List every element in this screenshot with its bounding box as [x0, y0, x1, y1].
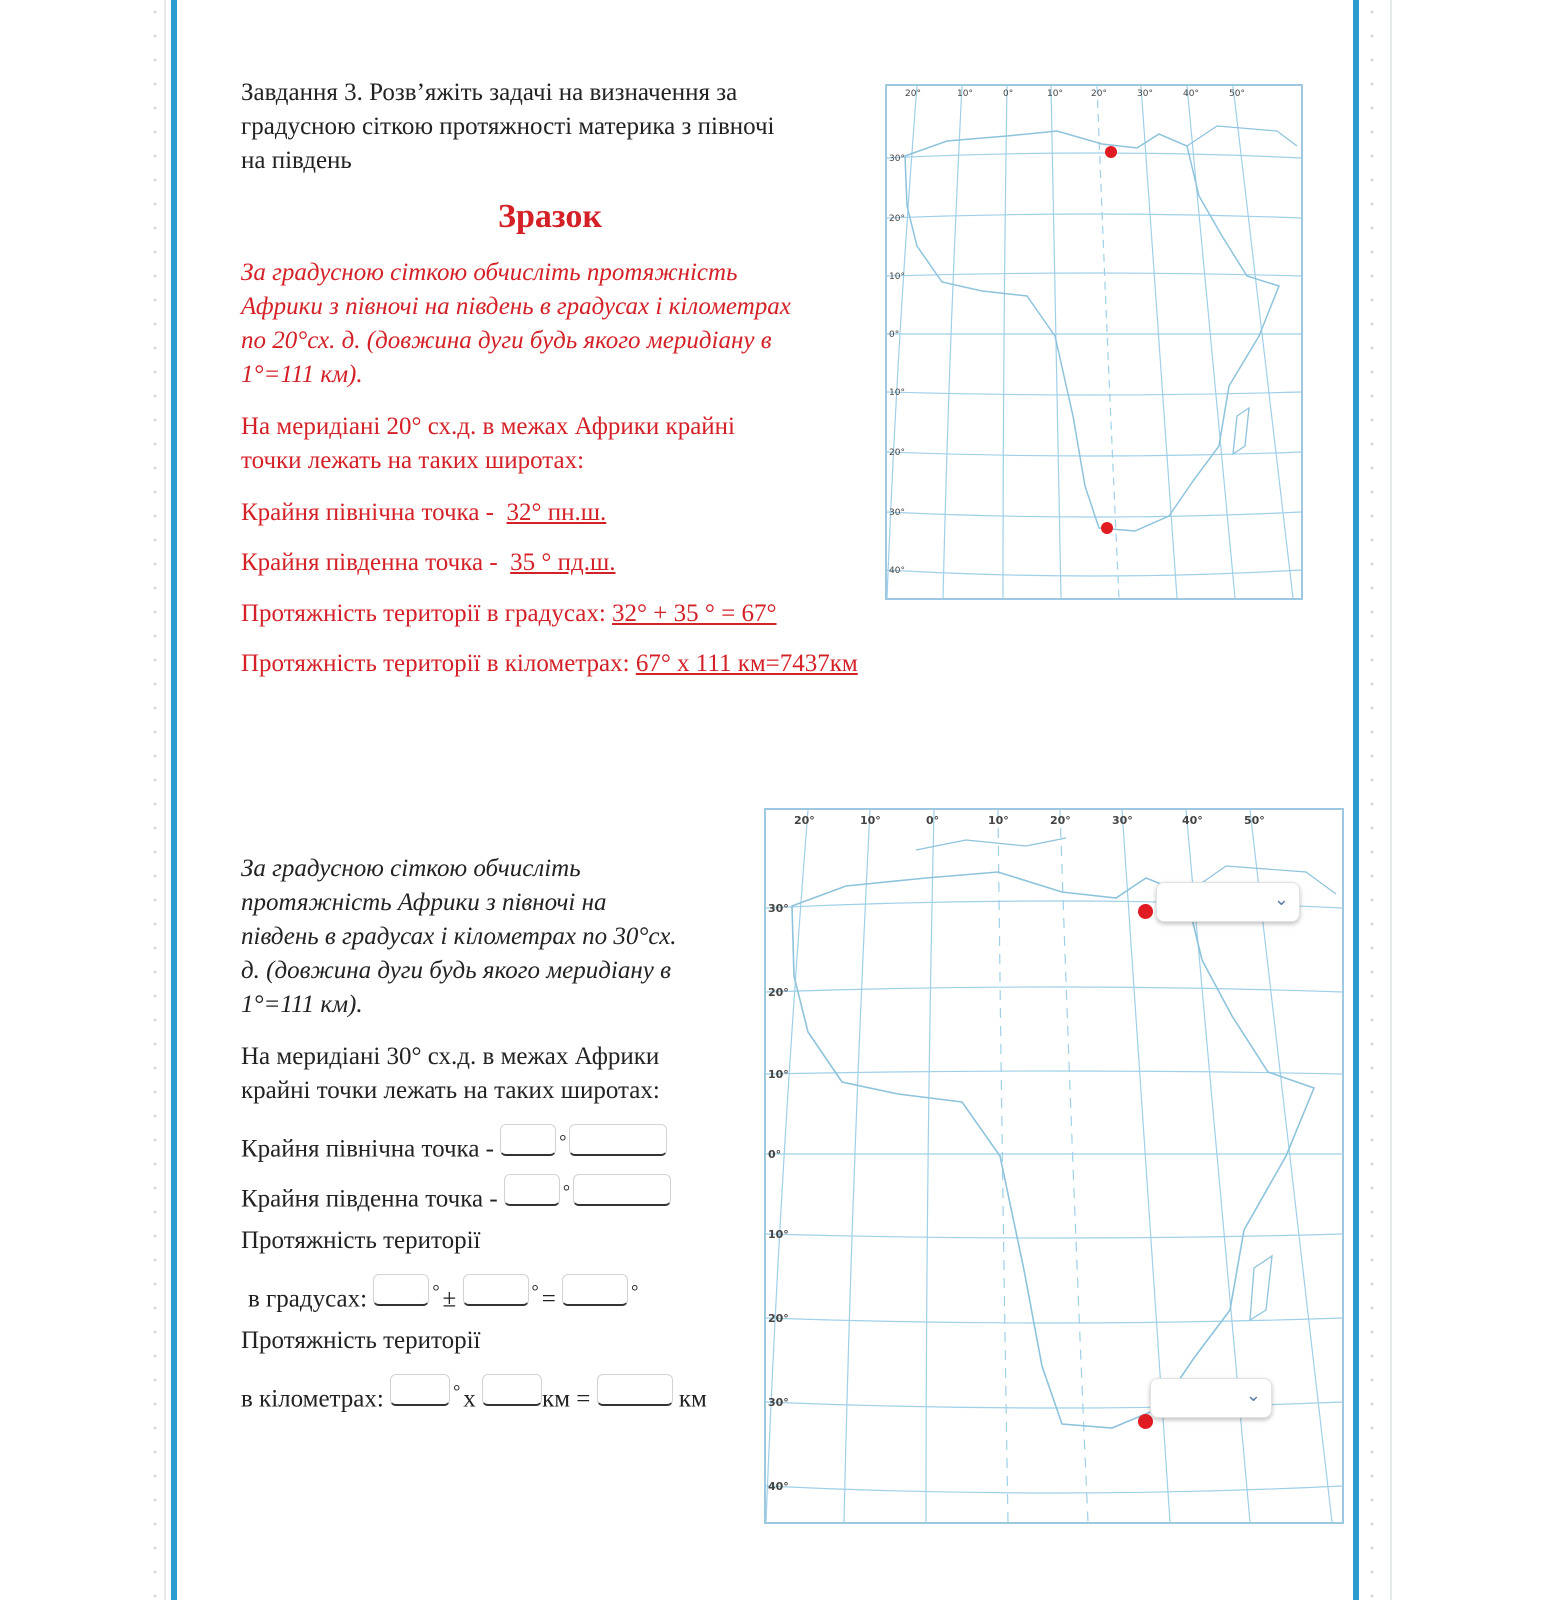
exercise-km-row — [241, 1374, 707, 1416]
degree-sign: ° — [453, 1381, 461, 1401]
exercise-question-line-2: протяжність Африки з півночі на — [241, 889, 607, 916]
degrees-total-input[interactable] — [562, 1274, 628, 1306]
lon-label: 30° — [1137, 89, 1153, 99]
sample-south-row — [241, 546, 616, 580]
exercise-africa-map — [764, 808, 1344, 1524]
sample-south-value: 35 ° пд.ш. — [510, 549, 616, 576]
lon-label: 10° — [988, 814, 1009, 827]
sample-south-label: Крайня південна точка - — [241, 549, 498, 576]
exercise-north-point-marker — [1138, 904, 1153, 919]
degree-sign: ° — [631, 1281, 639, 1301]
sample-map-lat-labels — [889, 154, 905, 576]
sample-km-value: 67° х 111 км=7437км — [635, 650, 858, 677]
lon-label: 10° — [1047, 89, 1063, 99]
km-equals: км = — [542, 1385, 591, 1413]
task-heading-line-2: градусною сіткою протяжності материка з півночі — [241, 113, 775, 140]
sample-question-line-2: Африки з півночі на південь в градусах і кілометрах — [241, 293, 791, 320]
km-total-input[interactable] — [597, 1374, 673, 1406]
south-degrees-input[interactable] — [504, 1174, 560, 1206]
exercise-extent-heading-1: Протяжність території — [241, 1227, 481, 1254]
exercise-intro-line-1: На меридіані 30° сх.д. в межах Африки — [241, 1043, 660, 1070]
south-hemisphere-input[interactable] — [573, 1174, 671, 1206]
lon-label: 20° — [1050, 814, 1071, 827]
lat-label: 20° — [768, 986, 789, 999]
chevron-down-icon: ⌄ — [1273, 889, 1289, 910]
sample-question-line-4: 1°=111 км). — [241, 361, 363, 388]
left-page-edge — [164, 0, 166, 1600]
sample-north-label: Крайня північна точка - — [241, 499, 494, 526]
exercise-question-line-3: південь в градусах і кілометрах по 30°сх. — [241, 923, 677, 950]
lat-label: 40° — [889, 566, 905, 576]
degrees-term-2-input[interactable] — [463, 1274, 529, 1306]
lon-label: 50° — [1244, 814, 1265, 827]
lat-label: 40° — [768, 1480, 789, 1493]
sample-map-graphic — [887, 86, 1301, 598]
north-latitude-dropdown[interactable] — [1156, 882, 1300, 922]
lat-label: 0° — [768, 1148, 782, 1161]
right-dot-margin — [1365, 0, 1379, 1600]
south-latitude-dropdown[interactable] — [1150, 1378, 1272, 1418]
sample-intro-line-2: точки лежать на таких широтах: — [241, 447, 585, 474]
exercise-north-label: Крайня північна точка - — [241, 1135, 494, 1163]
lat-label: 20° — [889, 214, 905, 224]
sample-km-row — [241, 647, 858, 681]
lon-label: 10° — [957, 89, 973, 99]
exercise-north-row — [241, 1124, 667, 1166]
lat-label: 0° — [889, 330, 900, 340]
sample-km-label: Протяжність території в кілометрах: — [241, 650, 630, 677]
degree-sign: ° — [562, 1181, 571, 1201]
task-heading-line-1: Завдання 3. Розв’яжіть задачі на визначення за — [241, 79, 738, 106]
left-dot-margin — [148, 0, 162, 1600]
sample-title: Зразок — [498, 198, 602, 235]
lat-label: 10° — [889, 272, 905, 282]
equals-sign: = — [541, 1285, 556, 1313]
times-sign: х — [463, 1385, 476, 1413]
north-hemisphere-input[interactable] — [569, 1124, 667, 1156]
exercise-intro-line-2: крайні точки лежать на таких широтах: — [241, 1077, 660, 1104]
exercise-south-point-marker — [1138, 1414, 1153, 1429]
lat-label: 20° — [889, 448, 905, 458]
exercise-question-line-1: За градусною сіткою обчисліть — [241, 855, 581, 882]
lon-label: 0° — [926, 814, 940, 827]
right-blue-frame — [1353, 0, 1359, 1600]
km-degrees-input[interactable] — [390, 1374, 450, 1406]
lat-label: 20° — [768, 1312, 789, 1325]
sample-north-row — [241, 496, 606, 530]
exercise-south-label: Крайня південна точка - — [241, 1185, 498, 1213]
sample-degrees-label: Протяжність території в градусах: — [241, 600, 606, 627]
degree-sign: ° — [432, 1281, 440, 1301]
lon-label: 30° — [1112, 814, 1133, 827]
lon-label: 20° — [794, 814, 815, 827]
lat-label: 30° — [889, 508, 905, 518]
exercise-question-line-5: 1°=111 км). — [241, 991, 363, 1018]
exercise-map-lon-labels — [794, 814, 1265, 827]
plus-minus-sign: ± — [442, 1285, 457, 1313]
lon-label: 40° — [1183, 89, 1199, 99]
sample-degrees-row — [241, 597, 777, 631]
km-unit: км — [678, 1385, 707, 1413]
sample-question-line-3: по 20°сх. д. (довжина дуги будь якого меридіану в — [241, 327, 772, 354]
exercise-degrees-row — [248, 1274, 641, 1316]
sample-intro-line-1: На меридіані 20° сх.д. в межах Африки крайні — [241, 413, 736, 440]
lon-label: 0° — [1003, 89, 1014, 99]
sample-north-point-marker — [1105, 146, 1117, 158]
chevron-down-icon: ⌄ — [1245, 1385, 1261, 1406]
exercise-map-lat-labels — [768, 902, 789, 1493]
sample-south-point-marker — [1101, 522, 1113, 534]
sample-degrees-value: 32° + 35 ° = 67° — [612, 600, 777, 627]
lon-label: 50° — [1229, 89, 1245, 99]
sample-question-line-1: За градусною сіткою обчисліть протяжність — [241, 259, 738, 286]
north-degrees-input[interactable] — [500, 1124, 556, 1156]
lat-label: 30° — [768, 1396, 789, 1409]
exercise-extent-heading-2: Протяжність території — [241, 1327, 481, 1354]
exercise-degrees-label: в градусах: — [248, 1285, 368, 1313]
lon-label: 20° — [905, 89, 921, 99]
exercise-km-label: в кілометрах: — [241, 1385, 384, 1413]
exercise-south-row — [241, 1174, 671, 1216]
right-page-edge — [1390, 0, 1392, 1600]
degree-sign: ° — [531, 1281, 539, 1301]
lat-label: 10° — [768, 1228, 789, 1241]
lon-label: 10° — [860, 814, 881, 827]
lat-label: 30° — [889, 154, 905, 164]
degree-sign: ° — [559, 1131, 567, 1151]
sample-map-lon-labels — [905, 89, 1245, 99]
lon-label: 40° — [1182, 814, 1203, 827]
lat-label: 10° — [768, 1068, 789, 1081]
exercise-question-line-4: д. (довжина дуги будь якого меридіану в — [241, 957, 671, 984]
km-per-degree-input[interactable] — [482, 1374, 542, 1406]
lat-label: 10° — [889, 388, 905, 398]
task-heading-line-3: на південь — [241, 147, 352, 174]
sample-north-value: 32° пн.ш. — [506, 499, 607, 526]
lat-label: 30° — [768, 902, 789, 915]
lon-label: 20° — [1091, 89, 1107, 99]
degrees-term-1-input[interactable] — [373, 1274, 429, 1306]
sample-africa-map — [885, 84, 1303, 600]
left-blue-frame — [171, 0, 177, 1600]
